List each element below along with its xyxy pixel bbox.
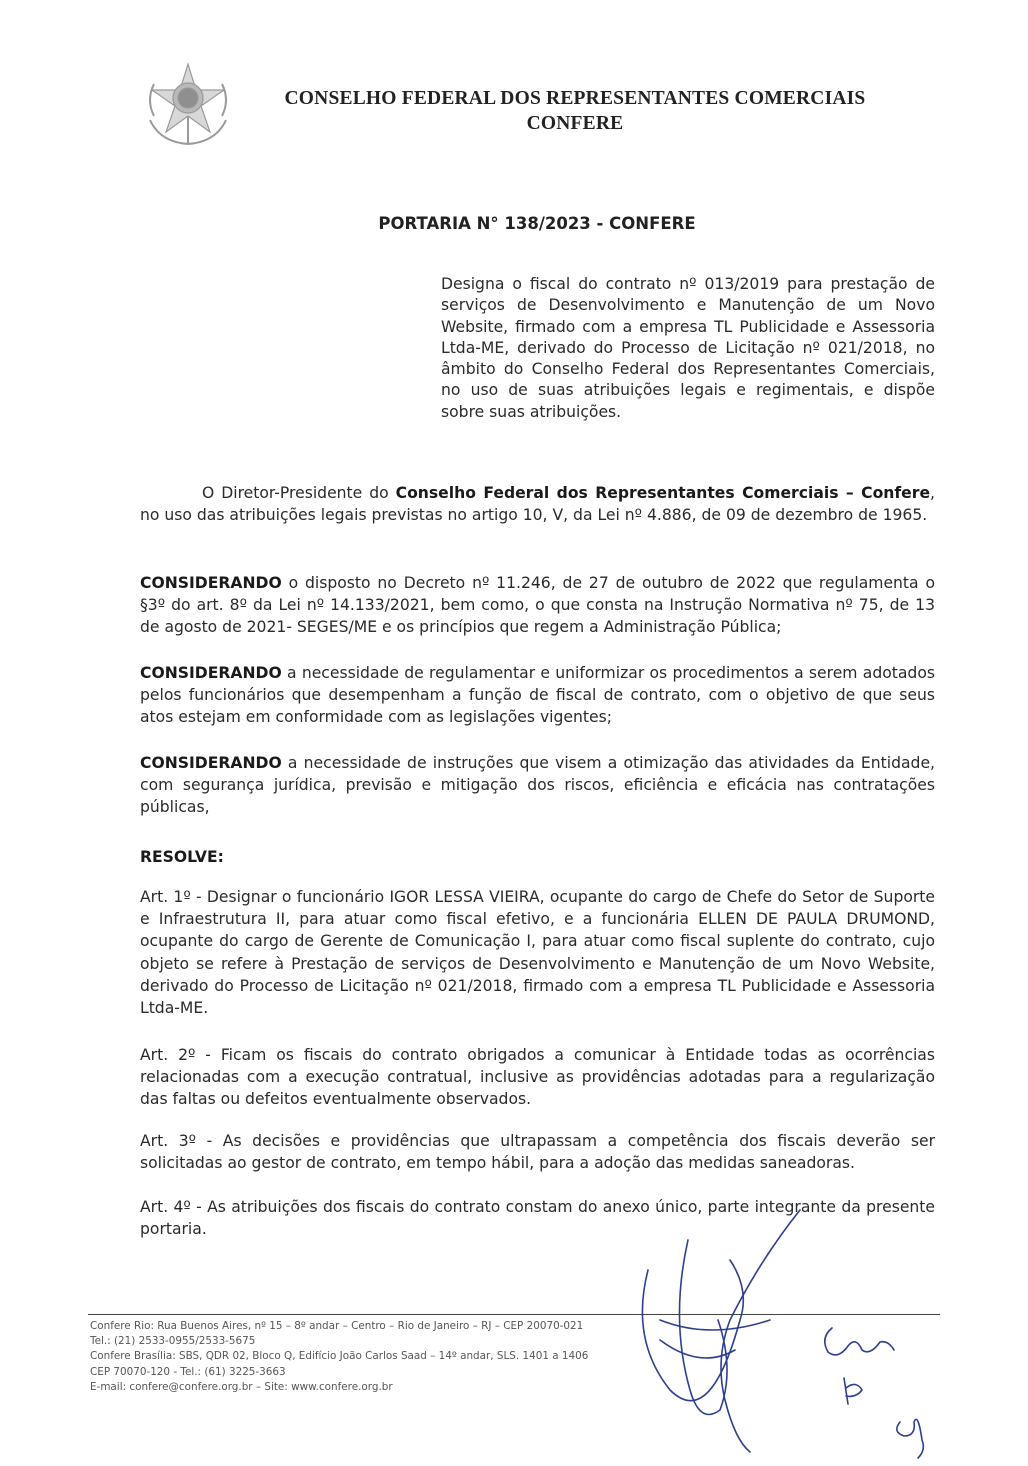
considerando-2 [140, 662, 935, 729]
document-title: PORTARIA N° 138/2023 - CONFERE [378, 214, 696, 233]
article-1: Art. 1º - Designar o funcionário IGOR LESSA VIEIRA, ocupante do cargo de Chefe do Setor de Suporte e Infraestrutura II, para atuar como fiscal efetivo, e a funcionária ELLEN DE PAULA DRUMOND, ocupante do cargo de Gerente de Comunicação I, para atuar como fiscal suplente do contrato, cujo objeto se refere à Prestação de serviços de Desenvolvimento e Manutenção de um Novo Website, derivado do Processo de Licitação nº 021/2018, firmado com a empresa TL Publicidade e Assessoria Ltda-ME. [140, 888, 935, 1018]
article-3: Art. 3º - As decisões e providências que ultrapassam a competência dos fiscais deverão ser solicitadas ao gestor de contrato, em tempo hábil, para a adoção das medidas saneadoras. [140, 1132, 935, 1173]
handwritten-signature [600, 1200, 960, 1466]
considerando-text: o disposto no Decreto nº 11.246, de 27 de outubro de 2022 que regulamenta o §3º do art. 8º da Lei nº 14.133/2021, bem como, o que consta na Instrução Normativa nº 75, de 13 de agosto de 2021- SEGES/ME e os princípios que regem a Administração Pública; [140, 574, 935, 637]
footer-line: E-mail: confere@confere.org.br – Site: www.confere.org.br [90, 1380, 393, 1393]
considerando-keyword: CONSIDERANDO [140, 574, 282, 592]
considerando-1 [140, 572, 935, 639]
resolve-heading: RESOLVE: [140, 848, 224, 866]
article-2: Art. 2º - Ficam os fiscais do contrato obrigados a comunicar à Entidade todas as ocorrências relacionadas com a execução contratual, inclusive as providências adotadas para a regularização das faltas ou defeitos eventualmente observados. [140, 1046, 935, 1109]
footer-line: CEP 70070-120 - Tel.: (61) 3225-3663 [90, 1365, 286, 1378]
footer-address [90, 1319, 588, 1395]
preamble-paragraph [140, 482, 935, 526]
footer-line: Tel.: (21) 2533-0955/2533-5675 [90, 1335, 256, 1348]
considerando-text: a necessidade de instruções que visem a otimização das atividades da Entidade, com segurança jurídica, previsão e mitigação dos riscos, eficiência e eficácia nas contratações públicas, [140, 754, 935, 817]
preamble-lead: O Diretor-Presidente do [202, 484, 396, 502]
preamble-entity: Conselho Federal dos Representantes Comerciais – Confere [395, 484, 931, 502]
org-name: CONSELHO FEDERAL DOS REPRESENTANTES COMERCIAIS [284, 88, 866, 109]
org-acronym: CONFERE [526, 113, 624, 134]
letterhead [240, 86, 910, 136]
footer-line: Confere Rio: Rua Buenos Aires, nº 15 – 8º andar – Centro – Rio de Janeiro – RJ – CEP 20070-021 [90, 1320, 584, 1332]
article-4: Art. 4º - As atribuições dos fiscais do contrato constam do anexo único, parte integrante da presente portaria. [140, 1198, 935, 1239]
considerando-text: a necessidade de regulamentar e uniformizar os procedimentos a serem adotados pelos funcionários que desempenham a função de fiscal de contrato, com o objetivo de que seus atos estejam em conformidade com as legislações vigentes; [140, 664, 935, 727]
considerando-keyword: CONSIDERANDO [140, 754, 282, 772]
considerando-keyword: CONSIDERANDO [140, 664, 282, 682]
considerando-3 [140, 752, 935, 819]
preamble-rest: , no uso das atribuições legais previstas no artigo 10, V, da Lei nº 4.886, de 09 de dezembro de 1965. [140, 484, 935, 525]
brazil-coat-of-arms-seal [140, 60, 236, 146]
footer-line: Confere Brasília: SBS, QDR 02, Bloco Q, Edifício João Carlos Saad – 14º andar, SLS. 1401 a 1406 [90, 1350, 589, 1363]
ementa-summary: Designa o fiscal do contrato nº 013/2019 para prestação de serviços de Desenvolvimento e Manutenção de um Novo Website, firmado com a empresa TL Publicidade e Assessoria Ltda-ME, derivado do Processo de Licitação nº 021/2018, no âmbito do Conselho Federal dos Representantes Comerciais, no uso de suas atribuições legais e regimentais, e dispõe sobre suas atribuições. [441, 275, 935, 421]
